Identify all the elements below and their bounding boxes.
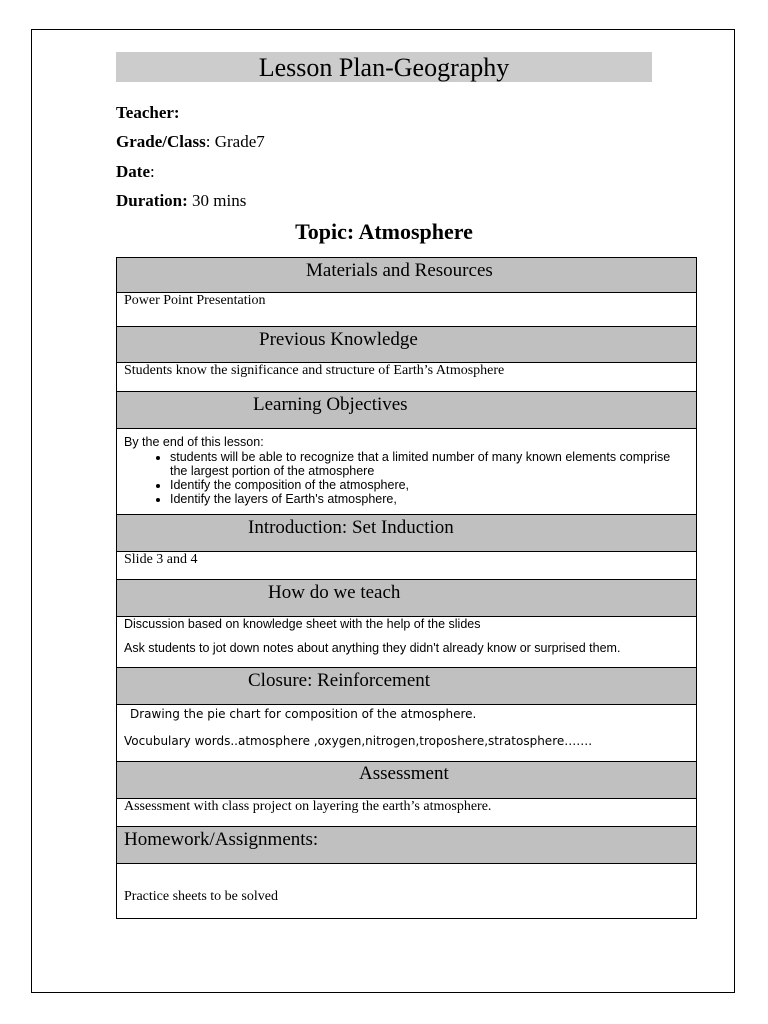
grade-line (116, 132, 265, 152)
introduction-heading: Introduction: Set Induction (248, 517, 454, 538)
date-value: : (149, 162, 155, 181)
list-item: • Identify the layers of Earth's atmosphere, (170, 492, 690, 506)
objectives-header (117, 391, 696, 428)
grade-value: : Grade7 (205, 132, 265, 151)
assessment-heading: Assessment (359, 763, 449, 784)
previous-header (117, 326, 696, 362)
materials-header (117, 257, 696, 292)
list-item: • Identify the composition of the atmosphere, (170, 478, 690, 492)
homework-header (117, 826, 696, 863)
objectives-intro: By the end of this lesson: (124, 435, 264, 449)
duration-value: 30 mins (187, 191, 247, 210)
closure-header (117, 667, 696, 704)
homework-cell (117, 863, 696, 918)
objectives-list (124, 450, 690, 506)
assessment-cell (117, 798, 696, 826)
introduction-header (117, 514, 696, 551)
date-line (116, 162, 155, 182)
closure-heading: Closure: Reinforcement (248, 670, 431, 691)
homework-heading: Homework/Assignments: (124, 829, 319, 850)
materials-cell (117, 292, 696, 326)
lesson-table (116, 257, 697, 919)
assessment-header (117, 761, 696, 798)
introduction-text: Slide 3 and 4 (124, 552, 198, 567)
objectives-heading: Learning Objectives (253, 394, 408, 415)
closure-line2: Vocubulary words..atmosphere ,oxygen,nitrogen,troposhere,stratosphere……. (124, 734, 593, 748)
page-title: Lesson Plan-Geography (116, 52, 652, 82)
grade-label: Grade/Class (116, 132, 206, 151)
previous-text: Students know the significance and structure of Earth’s Atmosphere (124, 363, 505, 378)
teach-line1: Discussion based on knowledge sheet with the help of the slides (124, 617, 481, 631)
teach-heading: How do we teach (268, 582, 401, 603)
closure-cell (117, 704, 696, 761)
objectives-cell (117, 428, 696, 514)
teach-line2: Ask students to jot down notes about anything they didn't already know or surprised them. (124, 641, 621, 655)
assessment-text: Assessment with class project on layering the earth’s atmosphere. (124, 799, 492, 814)
teacher-label: Teacher: (116, 103, 180, 122)
topic-heading: Topic: Atmosphere (295, 219, 473, 244)
closure-line1: Drawing the pie chart for composition of the atmosphere. (130, 707, 477, 721)
teacher-line (116, 103, 180, 123)
homework-text: Practice sheets to be solved (124, 889, 278, 904)
materials-text: Power Point Presentation (124, 293, 266, 308)
list-item: • students will be able to recognize that a limited number of many known elements comprise the largest portion of the atmosphere (170, 450, 690, 478)
previous-cell (117, 362, 696, 391)
teach-cell (117, 616, 696, 667)
materials-heading: Materials and Resources (306, 260, 493, 281)
duration-line (116, 191, 246, 211)
date-label: Date (116, 162, 150, 181)
teach-header (117, 579, 696, 616)
duration-label: Duration: (116, 191, 188, 210)
introduction-cell (117, 551, 696, 579)
previous-heading: Previous Knowledge (259, 329, 418, 350)
